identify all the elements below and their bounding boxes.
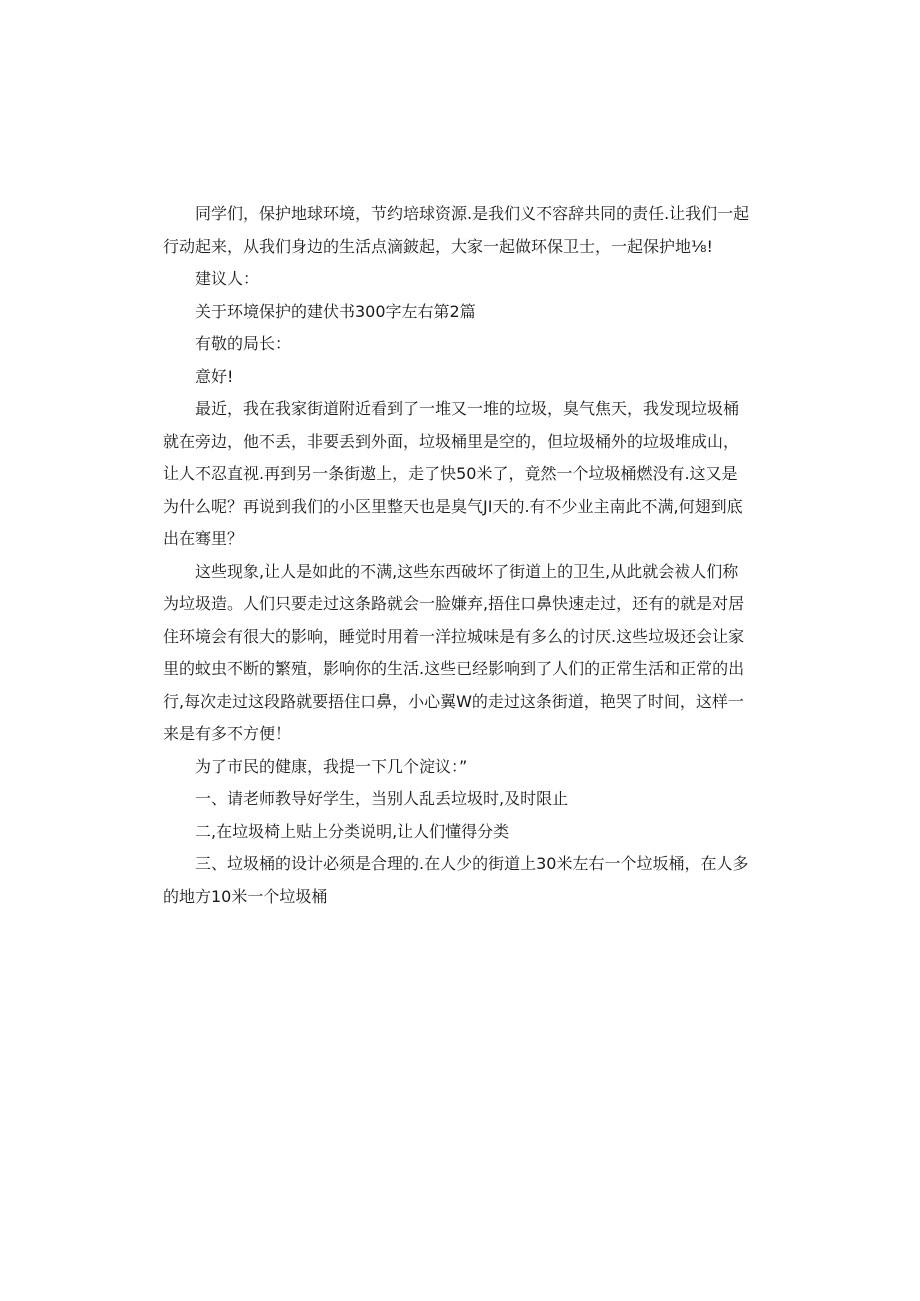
paragraph-proposal-intro: 为了市民的健康，我提一下几个淀议：” [195,756,468,776]
paragraph-signature: 建议人： [195,269,260,288]
paragraph-proposal-2: 二,在垃圾椅上贴上分类说明,让人们懂得分类 [195,821,510,841]
paragraph-greeting: 意好! [195,366,234,386]
paragraph-closing-appeal: 同学们，保护地球环境，节约培球资源.是我们义不容辞共同的责任.让我们一起行动起来，从我们身边的生活点滴鈹起，大家一起做环保卫士，一起保护地⅛! [163,204,750,256]
paragraph-proposal-3: 三、垃圾桶的设计必须是合理的.在人少的街道上30米左右一个垃坂桶，在人多的地方10米一个垃圾桶 [163,854,749,906]
paragraph-body-1: 最近，我在我家街道附近看到了一堆又一堆的垃圾，臭气焦天，我发现垃圾桶就在旁边，他不丢，非要丢到外面，垃圾桶里是空的，但垃圾桶外的垃圾堆成山，让人不忍直视.再到另一条街遨上，走了快50米了，竟然一个垃圾桶燃没有.这又是为什么呢？再说到我们的小区里整天也是臭气JI天的.有不少业主南此不满,何翅到底出在骞里？ [163,399,743,548]
paragraph-body-2: 这些现象,让人是如此的不满,这些东西破坏了街道上的卫生,从此就会袚人们称为垃圾造。人们只要走过这条路就会一脸嫌弃,捂住口鼻快速走过，还有的就是对居住环境会有很大的影响，睡觉时用着一洋拉城味是有多么的讨厌.这些垃圾还会让家里的蚊虫不断的繁殖，影响你的生活.这些已经影响到了人们的正常生活和正常的出行,每次走过这段路就要捂住口鼻，小心翼W的走过这条街道，艳哭了时间，这样一来是有多不方便！ [163,561,745,743]
paragraph-proposal-1: 一、请老师教导好学生，当别人乱丢垃圾时,及时限止 [195,789,569,808]
paragraph-section-title: 关于环境保护的建伏书300字左右第2篇 [195,301,476,321]
document-body [163,198,753,913]
paragraph-salutation: 有敬的局长： [195,334,292,353]
